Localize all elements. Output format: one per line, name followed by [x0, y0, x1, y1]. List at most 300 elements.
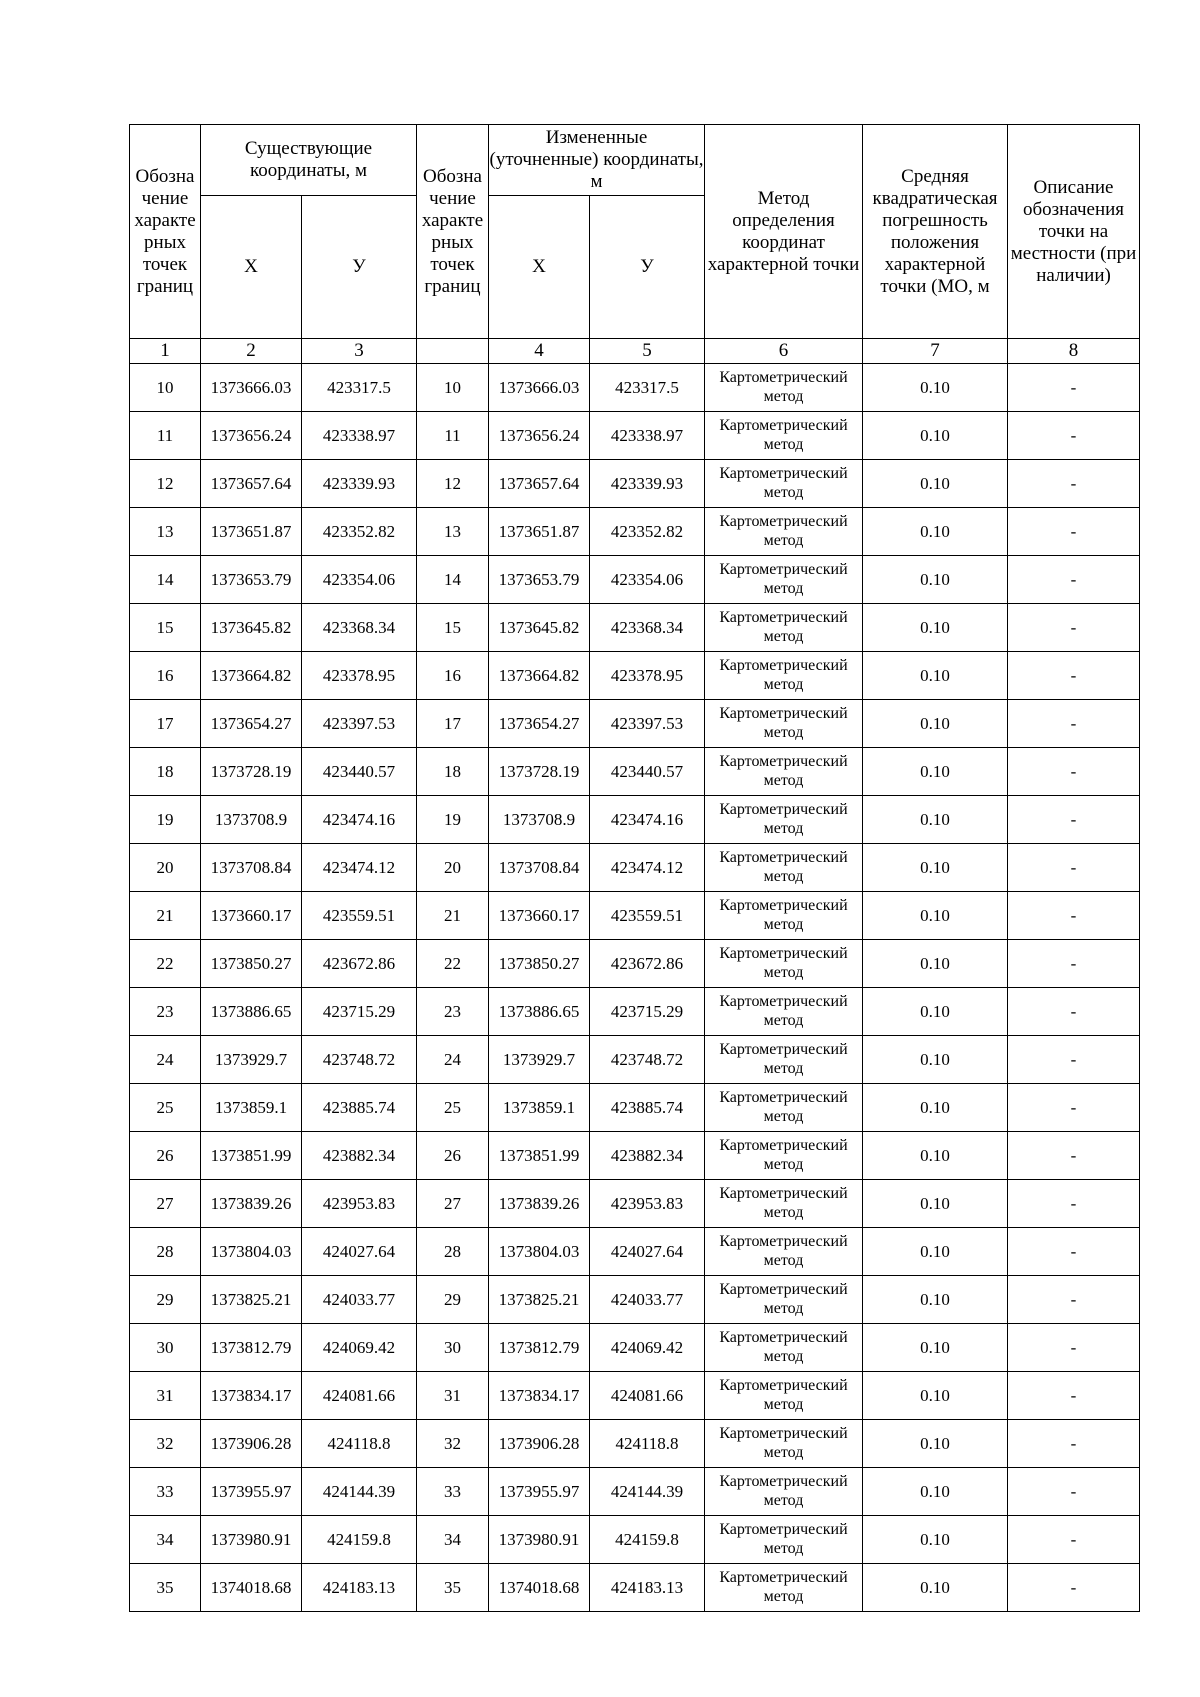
mean-error-cell: 0.10	[863, 604, 1008, 652]
existing-x-cell: 1373651.87	[201, 508, 302, 556]
mean-error-cell: 0.10	[863, 556, 1008, 604]
method-label-line2: метод	[763, 675, 804, 693]
method-label-line1: Картометрический	[719, 416, 848, 434]
updated-x-cell: 1373653.79	[489, 556, 590, 604]
existing-y-cell: 423672.86	[302, 940, 417, 988]
method-label-line1: Картометрический	[719, 1376, 848, 1394]
method-label-line1: Картометрический	[719, 1040, 848, 1058]
updated-y-cell: 424183.13	[590, 1564, 705, 1612]
table-row	[130, 748, 1140, 796]
header-existing-x: Х	[201, 196, 302, 339]
existing-x-cell: 1373656.24	[201, 412, 302, 460]
description-cell: -	[1008, 1180, 1140, 1228]
existing-x-cell: 1373980.91	[201, 1516, 302, 1564]
mean-error-cell: 0.10	[863, 364, 1008, 412]
method-cell	[705, 460, 863, 508]
updated-point-id-cell: 31	[417, 1372, 489, 1420]
header-updated-x: Х	[489, 196, 590, 339]
method-label-line2: метод	[763, 915, 804, 933]
table-row	[130, 364, 1140, 412]
existing-y-cell: 423368.34	[302, 604, 417, 652]
method-label-line2: метод	[763, 1347, 804, 1365]
point-id-cell: 25	[130, 1084, 201, 1132]
updated-point-id-cell: 11	[417, 412, 489, 460]
column-number: 7	[863, 339, 1008, 364]
description-cell: -	[1008, 1564, 1140, 1612]
point-id-cell: 14	[130, 556, 201, 604]
existing-x-cell: 1374018.68	[201, 1564, 302, 1612]
description-cell: -	[1008, 844, 1140, 892]
description-cell: -	[1008, 412, 1140, 460]
column-number: 6	[705, 339, 863, 364]
point-id-cell: 31	[130, 1372, 201, 1420]
existing-x-cell: 1373834.17	[201, 1372, 302, 1420]
updated-y-cell: 423440.57	[590, 748, 705, 796]
method-label-line2: метод	[763, 867, 804, 885]
existing-y-cell: 423352.82	[302, 508, 417, 556]
updated-x-cell: 1373886.65	[489, 988, 590, 1036]
method-cell	[705, 1516, 863, 1564]
existing-y-cell: 423559.51	[302, 892, 417, 940]
updated-point-id-cell: 33	[417, 1468, 489, 1516]
updated-x-cell: 1373660.17	[489, 892, 590, 940]
method-label-line1: Картометрический	[719, 1568, 848, 1586]
method-label-line1: Картометрический	[719, 608, 848, 626]
description-cell: -	[1008, 796, 1140, 844]
point-id-cell: 21	[130, 892, 201, 940]
existing-x-cell: 1373850.27	[201, 940, 302, 988]
existing-x-cell: 1373664.82	[201, 652, 302, 700]
existing-y-cell: 423882.34	[302, 1132, 417, 1180]
table-row	[130, 988, 1140, 1036]
updated-y-cell: 424118.8	[590, 1420, 705, 1468]
method-label-line1: Картометрический	[719, 512, 848, 530]
table-row	[130, 1468, 1140, 1516]
updated-point-id-cell: 16	[417, 652, 489, 700]
method-label-line2: метод	[763, 579, 804, 597]
description-cell: -	[1008, 1420, 1140, 1468]
updated-point-id-cell: 35	[417, 1564, 489, 1612]
updated-x-cell: 1373851.99	[489, 1132, 590, 1180]
table-row	[130, 556, 1140, 604]
updated-point-id-cell: 20	[417, 844, 489, 892]
updated-y-cell: 423378.95	[590, 652, 705, 700]
table-row	[130, 604, 1140, 652]
updated-y-cell: 423672.86	[590, 940, 705, 988]
method-label-line2: метод	[763, 1539, 804, 1557]
method-cell	[705, 988, 863, 1036]
existing-x-cell: 1373660.17	[201, 892, 302, 940]
header-mean-error: Средняя квадратическая погрешность положения характерной точки (МО, м	[863, 125, 1008, 339]
method-label-line1: Картометрический	[719, 944, 848, 962]
existing-x-cell: 1373906.28	[201, 1420, 302, 1468]
method-label-line1: Картометрический	[719, 1328, 848, 1346]
updated-point-id-cell: 10	[417, 364, 489, 412]
header-updated-y: У	[590, 196, 705, 339]
updated-x-cell: 1373859.1	[489, 1084, 590, 1132]
updated-y-cell: 424144.39	[590, 1468, 705, 1516]
description-cell: -	[1008, 1516, 1140, 1564]
existing-y-cell: 423378.95	[302, 652, 417, 700]
existing-y-cell: 423397.53	[302, 700, 417, 748]
updated-y-cell: 423882.34	[590, 1132, 705, 1180]
updated-point-id-cell: 23	[417, 988, 489, 1036]
description-cell: -	[1008, 940, 1140, 988]
description-cell: -	[1008, 1276, 1140, 1324]
existing-x-cell: 1373657.64	[201, 460, 302, 508]
method-label-line2: метод	[763, 819, 804, 837]
table-row	[130, 1276, 1140, 1324]
updated-y-cell: 423715.29	[590, 988, 705, 1036]
description-cell: -	[1008, 604, 1140, 652]
method-label-line1: Картометрический	[719, 368, 848, 386]
updated-point-id-cell: 27	[417, 1180, 489, 1228]
existing-x-cell: 1373859.1	[201, 1084, 302, 1132]
updated-x-cell: 1373708.84	[489, 844, 590, 892]
column-number: 4	[489, 339, 590, 364]
column-number: 8	[1008, 339, 1140, 364]
mean-error-cell: 0.10	[863, 1132, 1008, 1180]
method-label-line2: метод	[763, 963, 804, 981]
method-cell	[705, 508, 863, 556]
updated-y-cell: 423474.16	[590, 796, 705, 844]
updated-x-cell: 1373834.17	[489, 1372, 590, 1420]
table-row	[130, 1420, 1140, 1468]
existing-x-cell: 1373955.97	[201, 1468, 302, 1516]
method-label-line2: метод	[763, 483, 804, 501]
method-label-line1: Картометрический	[719, 992, 848, 1010]
method-label-line2: метод	[763, 531, 804, 549]
existing-x-cell: 1373804.03	[201, 1228, 302, 1276]
updated-y-cell: 423339.93	[590, 460, 705, 508]
method-label-line1: Картометрический	[719, 1472, 848, 1490]
updated-y-cell: 424069.42	[590, 1324, 705, 1372]
existing-y-cell: 423474.12	[302, 844, 417, 892]
method-label-line1: Картометрический	[719, 464, 848, 482]
mean-error-cell: 0.10	[863, 1180, 1008, 1228]
updated-x-cell: 1373929.7	[489, 1036, 590, 1084]
mean-error-cell: 0.10	[863, 748, 1008, 796]
mean-error-cell: 0.10	[863, 1324, 1008, 1372]
existing-x-cell: 1373728.19	[201, 748, 302, 796]
method-cell	[705, 1420, 863, 1468]
existing-x-cell: 1373812.79	[201, 1324, 302, 1372]
mean-error-cell: 0.10	[863, 1516, 1008, 1564]
updated-x-cell: 1373980.91	[489, 1516, 590, 1564]
mean-error-cell: 0.10	[863, 1228, 1008, 1276]
mean-error-cell: 0.10	[863, 988, 1008, 1036]
column-number: 5	[590, 339, 705, 364]
updated-point-id-cell: 24	[417, 1036, 489, 1084]
method-cell	[705, 1084, 863, 1132]
method-label-line2: метод	[763, 1443, 804, 1461]
updated-y-cell: 423559.51	[590, 892, 705, 940]
method-cell	[705, 700, 863, 748]
method-label-line2: метод	[763, 1107, 804, 1125]
description-cell: -	[1008, 1132, 1140, 1180]
updated-y-cell: 423748.72	[590, 1036, 705, 1084]
existing-x-cell: 1373645.82	[201, 604, 302, 652]
method-label-line2: метод	[763, 435, 804, 453]
updated-x-cell: 1373656.24	[489, 412, 590, 460]
existing-y-cell: 424081.66	[302, 1372, 417, 1420]
method-cell	[705, 652, 863, 700]
method-label-line1: Картометрический	[719, 1184, 848, 1202]
method-label-line1: Картометрический	[719, 704, 848, 722]
description-cell: -	[1008, 556, 1140, 604]
header-row	[130, 125, 1140, 196]
coordinates-table	[129, 124, 1140, 1612]
table-row	[130, 844, 1140, 892]
updated-point-id-cell: 18	[417, 748, 489, 796]
method-cell	[705, 940, 863, 988]
existing-x-cell: 1373666.03	[201, 364, 302, 412]
updated-x-cell: 1373955.97	[489, 1468, 590, 1516]
method-cell	[705, 604, 863, 652]
method-label-line2: метод	[763, 1059, 804, 1077]
point-id-cell: 23	[130, 988, 201, 1036]
updated-point-id-cell: 17	[417, 700, 489, 748]
header-method: Метод определения координат характерной точки	[705, 125, 863, 339]
description-cell: -	[1008, 1372, 1140, 1420]
point-id-cell: 11	[130, 412, 201, 460]
header-description: Описание обозначения точки на местности (при наличии)	[1008, 125, 1140, 339]
mean-error-cell: 0.10	[863, 1564, 1008, 1612]
point-id-cell: 13	[130, 508, 201, 556]
mean-error-cell: 0.10	[863, 796, 1008, 844]
mean-error-cell: 0.10	[863, 460, 1008, 508]
existing-y-cell: 424159.8	[302, 1516, 417, 1564]
existing-y-cell: 424069.42	[302, 1324, 417, 1372]
method-cell	[705, 796, 863, 844]
method-label-line2: метод	[763, 771, 804, 789]
method-cell	[705, 748, 863, 796]
updated-y-cell: 423397.53	[590, 700, 705, 748]
method-label-line2: метод	[763, 627, 804, 645]
existing-x-cell: 1373839.26	[201, 1180, 302, 1228]
mean-error-cell: 0.10	[863, 1468, 1008, 1516]
table-row	[130, 1564, 1140, 1612]
table-row	[130, 1372, 1140, 1420]
table-row	[130, 1180, 1140, 1228]
table-row	[130, 1132, 1140, 1180]
updated-y-cell: 423317.5	[590, 364, 705, 412]
updated-x-cell: 1373812.79	[489, 1324, 590, 1372]
column-number: 1	[130, 339, 201, 364]
mean-error-cell: 0.10	[863, 412, 1008, 460]
method-cell	[705, 1276, 863, 1324]
method-label-line1: Картометрический	[719, 1232, 848, 1250]
table-row	[130, 460, 1140, 508]
description-cell: -	[1008, 1036, 1140, 1084]
method-label-line1: Картометрический	[719, 1136, 848, 1154]
method-label-line1: Картометрический	[719, 896, 848, 914]
method-cell	[705, 1324, 863, 1372]
existing-y-cell: 423339.93	[302, 460, 417, 508]
description-cell: -	[1008, 652, 1140, 700]
description-cell: -	[1008, 892, 1140, 940]
method-label-line2: метод	[763, 1491, 804, 1509]
method-label-line1: Картометрический	[719, 848, 848, 866]
updated-point-id-cell: 19	[417, 796, 489, 844]
point-id-cell: 32	[130, 1420, 201, 1468]
mean-error-cell: 0.10	[863, 700, 1008, 748]
existing-y-cell: 423715.29	[302, 988, 417, 1036]
existing-y-cell: 424144.39	[302, 1468, 417, 1516]
column-numbers-row	[130, 339, 1140, 364]
mean-error-cell: 0.10	[863, 940, 1008, 988]
mean-error-cell: 0.10	[863, 508, 1008, 556]
existing-y-cell: 423354.06	[302, 556, 417, 604]
point-id-cell: 19	[130, 796, 201, 844]
method-label-line1: Картометрический	[719, 800, 848, 818]
updated-y-cell: 423352.82	[590, 508, 705, 556]
updated-point-id-cell: 15	[417, 604, 489, 652]
point-id-cell: 18	[130, 748, 201, 796]
updated-x-cell: 1373666.03	[489, 364, 590, 412]
updated-point-id-cell: 34	[417, 1516, 489, 1564]
method-label-line2: метод	[763, 1587, 804, 1605]
header-existing-y: У	[302, 196, 417, 339]
method-cell	[705, 1036, 863, 1084]
table-row	[130, 892, 1140, 940]
updated-y-cell: 424081.66	[590, 1372, 705, 1420]
existing-y-cell: 423748.72	[302, 1036, 417, 1084]
point-id-cell: 26	[130, 1132, 201, 1180]
description-cell: -	[1008, 1228, 1140, 1276]
point-id-cell: 34	[130, 1516, 201, 1564]
method-cell	[705, 1468, 863, 1516]
updated-x-cell: 1373654.27	[489, 700, 590, 748]
column-number: 2	[201, 339, 302, 364]
table-row	[130, 1324, 1140, 1372]
existing-y-cell: 423440.57	[302, 748, 417, 796]
point-id-cell: 27	[130, 1180, 201, 1228]
method-cell	[705, 892, 863, 940]
table-row	[130, 652, 1140, 700]
table-row	[130, 1516, 1140, 1564]
table-row	[130, 700, 1140, 748]
table-row	[130, 1036, 1140, 1084]
point-id-cell: 33	[130, 1468, 201, 1516]
mean-error-cell: 0.10	[863, 892, 1008, 940]
point-id-cell: 29	[130, 1276, 201, 1324]
updated-point-id-cell: 21	[417, 892, 489, 940]
updated-x-cell: 1373708.9	[489, 796, 590, 844]
method-label-line1: Картометрический	[719, 1280, 848, 1298]
updated-y-cell: 424159.8	[590, 1516, 705, 1564]
existing-x-cell: 1373886.65	[201, 988, 302, 1036]
existing-x-cell: 1373825.21	[201, 1276, 302, 1324]
point-id-cell: 20	[130, 844, 201, 892]
description-cell: -	[1008, 364, 1140, 412]
method-label-line2: метод	[763, 1011, 804, 1029]
updated-y-cell: 424027.64	[590, 1228, 705, 1276]
point-id-cell: 35	[130, 1564, 201, 1612]
method-cell	[705, 556, 863, 604]
mean-error-cell: 0.10	[863, 1276, 1008, 1324]
updated-x-cell: 1373664.82	[489, 652, 590, 700]
point-id-cell: 16	[130, 652, 201, 700]
updated-point-id-cell: 22	[417, 940, 489, 988]
updated-x-cell: 1373825.21	[489, 1276, 590, 1324]
updated-point-id-cell: 30	[417, 1324, 489, 1372]
description-cell: -	[1008, 1468, 1140, 1516]
method-label-line1: Картометрический	[719, 752, 848, 770]
description-cell: -	[1008, 988, 1140, 1036]
table-row	[130, 796, 1140, 844]
updated-y-cell: 423953.83	[590, 1180, 705, 1228]
updated-x-cell: 1374018.68	[489, 1564, 590, 1612]
header-point-designation: Обозна чение характе рных точек границ	[130, 125, 201, 339]
updated-point-id-cell: 25	[417, 1084, 489, 1132]
point-id-cell: 22	[130, 940, 201, 988]
table-row	[130, 412, 1140, 460]
updated-point-id-cell: 32	[417, 1420, 489, 1468]
mean-error-cell: 0.10	[863, 652, 1008, 700]
header-updated-coordinates: Измененные (уточненные) координаты, м	[489, 125, 705, 196]
point-id-cell: 10	[130, 364, 201, 412]
updated-x-cell: 1373906.28	[489, 1420, 590, 1468]
existing-y-cell: 424033.77	[302, 1276, 417, 1324]
method-cell	[705, 1372, 863, 1420]
mean-error-cell: 0.10	[863, 844, 1008, 892]
existing-y-cell: 423474.16	[302, 796, 417, 844]
updated-point-id-cell: 26	[417, 1132, 489, 1180]
point-id-cell: 12	[130, 460, 201, 508]
existing-y-cell: 424118.8	[302, 1420, 417, 1468]
point-id-cell: 17	[130, 700, 201, 748]
mean-error-cell: 0.10	[863, 1084, 1008, 1132]
existing-y-cell: 423885.74	[302, 1084, 417, 1132]
point-id-cell: 30	[130, 1324, 201, 1372]
existing-y-cell: 423317.5	[302, 364, 417, 412]
method-label-line1: Картометрический	[719, 1088, 848, 1106]
column-number: 3	[302, 339, 417, 364]
updated-x-cell: 1373651.87	[489, 508, 590, 556]
column-number	[417, 339, 489, 364]
description-cell: -	[1008, 700, 1140, 748]
method-label-line1: Картометрический	[719, 1424, 848, 1442]
updated-x-cell: 1373645.82	[489, 604, 590, 652]
updated-y-cell: 424033.77	[590, 1276, 705, 1324]
method-cell	[705, 1180, 863, 1228]
method-cell	[705, 1132, 863, 1180]
method-label-line2: метод	[763, 723, 804, 741]
method-cell	[705, 1564, 863, 1612]
existing-x-cell: 1373929.7	[201, 1036, 302, 1084]
table-row	[130, 508, 1140, 556]
description-cell: -	[1008, 460, 1140, 508]
existing-y-cell: 424183.13	[302, 1564, 417, 1612]
point-id-cell: 28	[130, 1228, 201, 1276]
method-label-line1: Картометрический	[719, 1520, 848, 1538]
updated-x-cell: 1373804.03	[489, 1228, 590, 1276]
updated-x-cell: 1373657.64	[489, 460, 590, 508]
description-cell: -	[1008, 508, 1140, 556]
method-cell	[705, 364, 863, 412]
point-id-cell: 24	[130, 1036, 201, 1084]
updated-y-cell: 423368.34	[590, 604, 705, 652]
existing-x-cell: 1373708.9	[201, 796, 302, 844]
updated-x-cell: 1373839.26	[489, 1180, 590, 1228]
method-label-line2: метод	[763, 1155, 804, 1173]
method-cell	[705, 1228, 863, 1276]
updated-point-id-cell: 14	[417, 556, 489, 604]
mean-error-cell: 0.10	[863, 1372, 1008, 1420]
method-label-line2: метод	[763, 1299, 804, 1317]
updated-point-id-cell: 28	[417, 1228, 489, 1276]
